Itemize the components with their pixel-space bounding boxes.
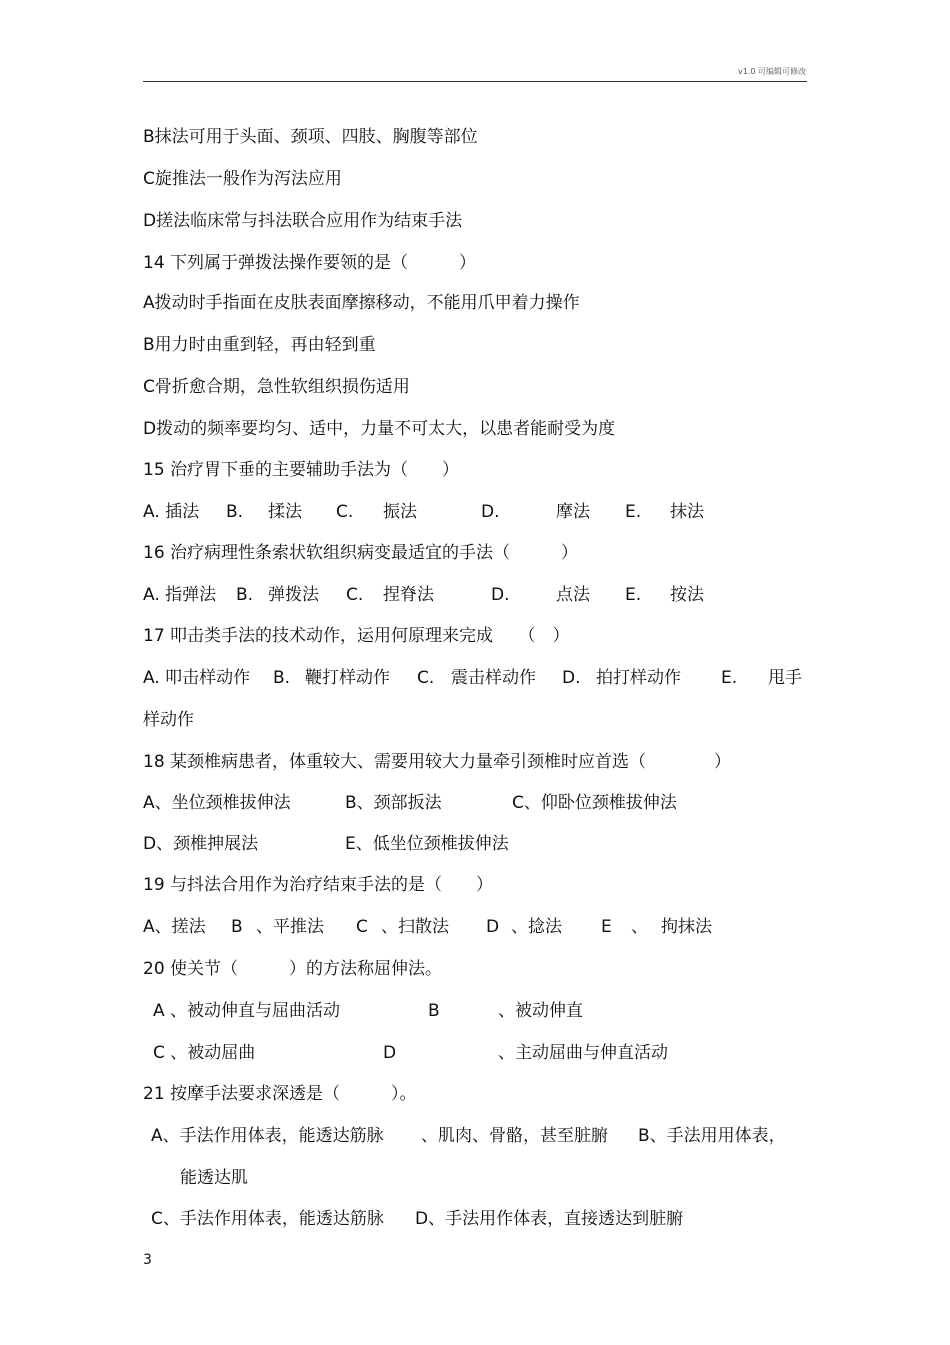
header-version-label: v1.0 可编辑可修改 bbox=[738, 67, 806, 76]
text-line: A拨动时手指面在皮肤表面摩擦移动，不能用爪甲着力操作 bbox=[143, 293, 580, 313]
option: D bbox=[383, 1043, 397, 1063]
text-line: 样动作 bbox=[143, 710, 194, 730]
option: 拍打样动作 bbox=[596, 668, 681, 688]
option: A. 插法 bbox=[143, 502, 200, 522]
question-18: 18 某颈椎病患者，体重较大、需要用较大力量牵引颈椎时应首选（ ） bbox=[143, 752, 732, 772]
option: B. bbox=[226, 502, 244, 522]
option: 、捻法 bbox=[511, 917, 562, 937]
page-number: 3 bbox=[143, 1252, 152, 1268]
option: 摩法 bbox=[556, 502, 590, 522]
option: C 、被动屈曲 bbox=[153, 1043, 256, 1063]
option: 、扫散法 bbox=[381, 917, 449, 937]
option: B、颈部扳法 bbox=[345, 793, 442, 813]
text-line: B抹法可用于头面、颈项、四肢、胸腹等部位 bbox=[143, 127, 478, 147]
option: E. bbox=[625, 502, 642, 522]
option: 按法 bbox=[670, 585, 704, 605]
question-21: 21 按摩手法要求深透是（ ）。 bbox=[143, 1084, 417, 1104]
option: D、手法用作体表，直接透达到脏腑 bbox=[415, 1209, 684, 1229]
text-line: 能透达肌 bbox=[180, 1168, 248, 1188]
option: D. bbox=[491, 585, 510, 605]
option: E. bbox=[625, 585, 642, 605]
option: D. bbox=[562, 668, 581, 688]
question-19: 19 与抖法合用作为治疗结束手法的是（ ） bbox=[143, 875, 494, 895]
option: B. bbox=[236, 585, 254, 605]
option: A 、被动伸直与屈曲活动 bbox=[153, 1001, 341, 1021]
option: A、坐位颈椎拔伸法 bbox=[143, 793, 291, 813]
text-line: C骨折愈合期，急性软组织损伤适用 bbox=[143, 377, 410, 397]
option: 揉法 bbox=[268, 502, 302, 522]
option: 、平推法 bbox=[256, 917, 324, 937]
option: C. bbox=[336, 502, 354, 522]
option: A. 指弹法 bbox=[143, 585, 217, 605]
option: 、主动屈曲与伸直活动 bbox=[498, 1043, 668, 1063]
option: 震击样动作 bbox=[451, 668, 536, 688]
option: C、仰卧位颈椎拔伸法 bbox=[512, 793, 677, 813]
option: 弹拨法 bbox=[268, 585, 319, 605]
option: C bbox=[356, 917, 368, 937]
header-rule bbox=[143, 81, 807, 82]
option: 点法 bbox=[556, 585, 590, 605]
option: D. bbox=[481, 502, 500, 522]
question-17: 17 叩击类手法的技术动作，运用何原理来完成 （ ） bbox=[143, 626, 570, 646]
option: C. bbox=[417, 668, 435, 688]
option: A、手法作用体表，能透达筋脉 bbox=[151, 1126, 384, 1146]
option: 抹法 bbox=[670, 502, 704, 522]
question-15: 15 治疗胃下垂的主要辅助手法为（ ） bbox=[143, 460, 460, 480]
question-14: 14 下列属于弹拨法操作要领的是（ ） bbox=[143, 253, 477, 273]
text-line: C旋推法一般作为泻法应用 bbox=[143, 169, 342, 189]
option: 拘抹法 bbox=[661, 917, 712, 937]
option: B bbox=[428, 1001, 440, 1021]
text-line: B用力时由重到轻，再由轻到重 bbox=[143, 335, 376, 355]
text-line: D搓法临床常与抖法联合应用作为结束手法 bbox=[143, 211, 463, 231]
option: 甩手 bbox=[768, 668, 802, 688]
option: 鞭打样动作 bbox=[305, 668, 390, 688]
option: B、手法用用体表， bbox=[638, 1126, 786, 1146]
option: C. bbox=[346, 585, 364, 605]
option: E bbox=[601, 917, 612, 937]
option: A. 叩击样动作 bbox=[143, 668, 251, 688]
option: A、搓法 bbox=[143, 917, 206, 937]
option: 振法 bbox=[383, 502, 417, 522]
question-20: 20 使关节（ ）的方法称屈伸法。 bbox=[143, 959, 443, 979]
question-16: 16 治疗病理性条索状软组织病变最适宜的手法（ ） bbox=[143, 543, 579, 563]
option: B. bbox=[273, 668, 291, 688]
option: D、颈椎抻展法 bbox=[143, 834, 259, 854]
option: 、被动伸直 bbox=[498, 1001, 583, 1021]
option: E. bbox=[721, 668, 738, 688]
option: 捏脊法 bbox=[383, 585, 434, 605]
option: E、低坐位颈椎拔伸法 bbox=[345, 834, 509, 854]
option: 、 bbox=[631, 917, 648, 937]
option: 、肌肉、骨骼，甚至脏腑 bbox=[421, 1126, 608, 1146]
option: B bbox=[231, 917, 243, 937]
option: D bbox=[486, 917, 500, 937]
option: C、手法作用体表，能透达筋脉 bbox=[151, 1209, 384, 1229]
text-line: D拨动的频率要均匀、适中，力量不可太大，以患者能耐受为度 bbox=[143, 419, 616, 439]
